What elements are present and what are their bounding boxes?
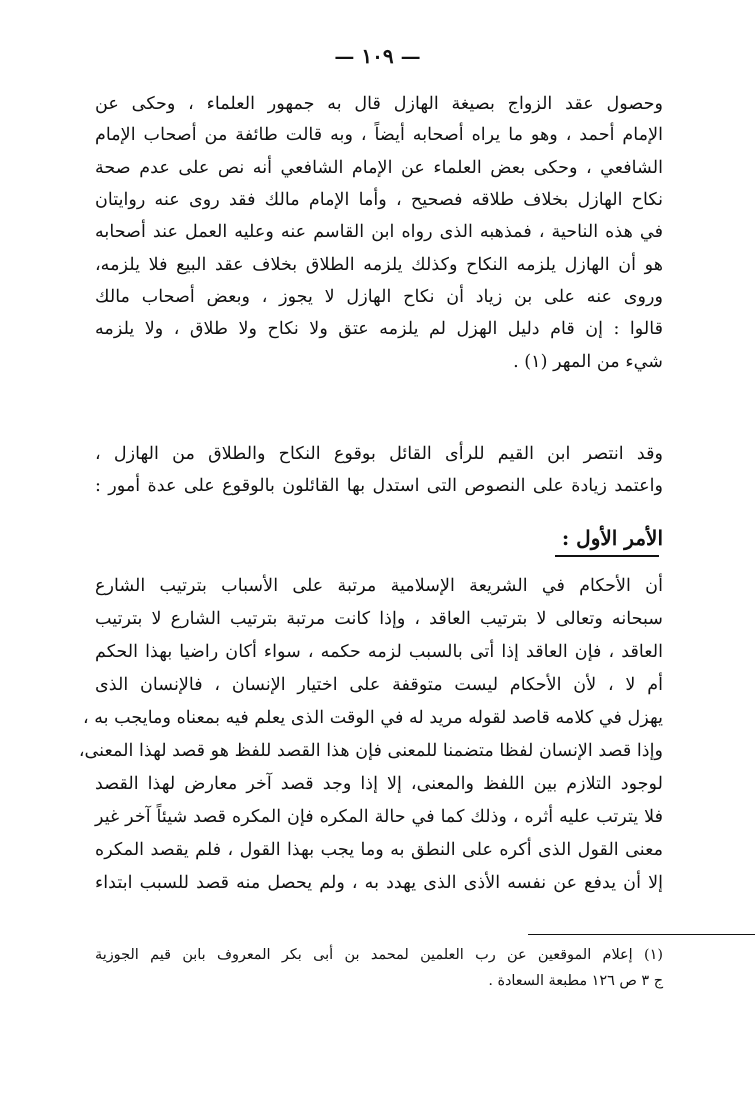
text-line: الإمام أحمد ، وهو ما يراه أصحابه أيضاً ، وبه قالت طائفة من أصحاب الإمام bbox=[95, 125, 663, 145]
text-line: أن الأحكام في الشريعة الإسلامية مرتبة على الأسباب بترتيب الشارع bbox=[95, 576, 663, 596]
footnote-line: ج ٣ ص ١٢٦ مطبعة السعادة . bbox=[488, 973, 663, 989]
text-line: واعتمد زيادة على النصوص التى استدل بها القائلون بالوقوع على عدة أمور : bbox=[95, 476, 663, 496]
text-line: في هذه الناحية ، فمذهبه الذى رواه ابن القاسم عنه وعليه العمل عند أصحابه bbox=[95, 222, 663, 242]
footnote-line: (١) إعلام الموقعين عن رب العلمين لمحمد بن أبى بكر المعروف بابن قيم الجوزية bbox=[95, 947, 663, 963]
section-heading: الأمر الأول : bbox=[561, 526, 663, 550]
text-line: وقد انتصر ابن القيم للرأى القائل بوقوع النكاح والطلاق من الهازل ، bbox=[95, 444, 663, 464]
text-line: أم لا ، لأن الأحكام ليست متوقفة على اختيار الإنسان ، فالإنسان الذى bbox=[95, 675, 663, 695]
text-line: معنى القول الذى أكره على النطق به وما يجب بهذا القول ، فلم يقصد المكره bbox=[95, 840, 663, 860]
text-line: وإذا قصد الإنسان لفظا متضمنا للمعنى فإن هذا القصد للفظ هو قصد لهذا المعنى، bbox=[78, 741, 663, 761]
text-line: الشافعي ، وحكى بعض العلماء عن الإمام الشافعي أنه نص على عدم صحة bbox=[95, 158, 663, 178]
text-line: قالوا : إن قام دليل الهزل لم يلزمه عتق ولا نكاح ولا طلاق ، ولا يلزمه bbox=[95, 319, 663, 339]
footnote-rule bbox=[528, 934, 755, 935]
text-line: العاقد ، فإن العاقد إذا أتى بالسبب لزمه حكمه ، سواء أكان راضيا بهذا الحكم bbox=[95, 642, 663, 662]
text-line: وحصول عقد الزواج بصيغة الهازل قال به جمهور العلماء ، وحكى عن bbox=[95, 94, 663, 114]
text-line: هو أن الهازل يلزمه النكاح وكذلك يلزمه الطلاق بخلاف عقد البيع فلا يلزمه، bbox=[95, 255, 663, 275]
text-line: يهزل في كلامه قاصد لقوله مريد له في الوقت الذى يعلم فيه بمعناه ومايجب به ، bbox=[82, 708, 663, 728]
heading-underline bbox=[555, 555, 659, 557]
text-line: سبحانه وتعالى لا بترتيب العاقد ، وإذا كانت مرتبة بترتيب الشارع لا بترتيب bbox=[95, 609, 663, 629]
text-line: شيء من المهر (١) . bbox=[513, 352, 663, 372]
text-line: وروى عنه على بن زياد أن نكاح الهازل لا يجوز ، وبعض أصحاب مالك bbox=[95, 287, 663, 307]
page-number: — ١٠٩ — bbox=[334, 44, 421, 68]
text-line: إلا أن يدفع عن نفسه الأذى الذى يهدد به ، ولم يحصل منه قصد للسبب ابتداء bbox=[95, 873, 663, 893]
text-line: فلا يترتب عليه أثره ، وذلك كما في حالة المكره فإن المكره قصد شيئاً آخر غير bbox=[95, 807, 663, 827]
text-line: لوجود التلازم بين اللفظ والمعنى، إلا إذا وجد قصد آخر معارض لهذا القصد bbox=[95, 774, 663, 794]
text-line: نكاح الهازل بخلاف طلاقه فصحيح ، وأما الإمام مالك فقد روى عنه روايتان bbox=[95, 190, 663, 210]
